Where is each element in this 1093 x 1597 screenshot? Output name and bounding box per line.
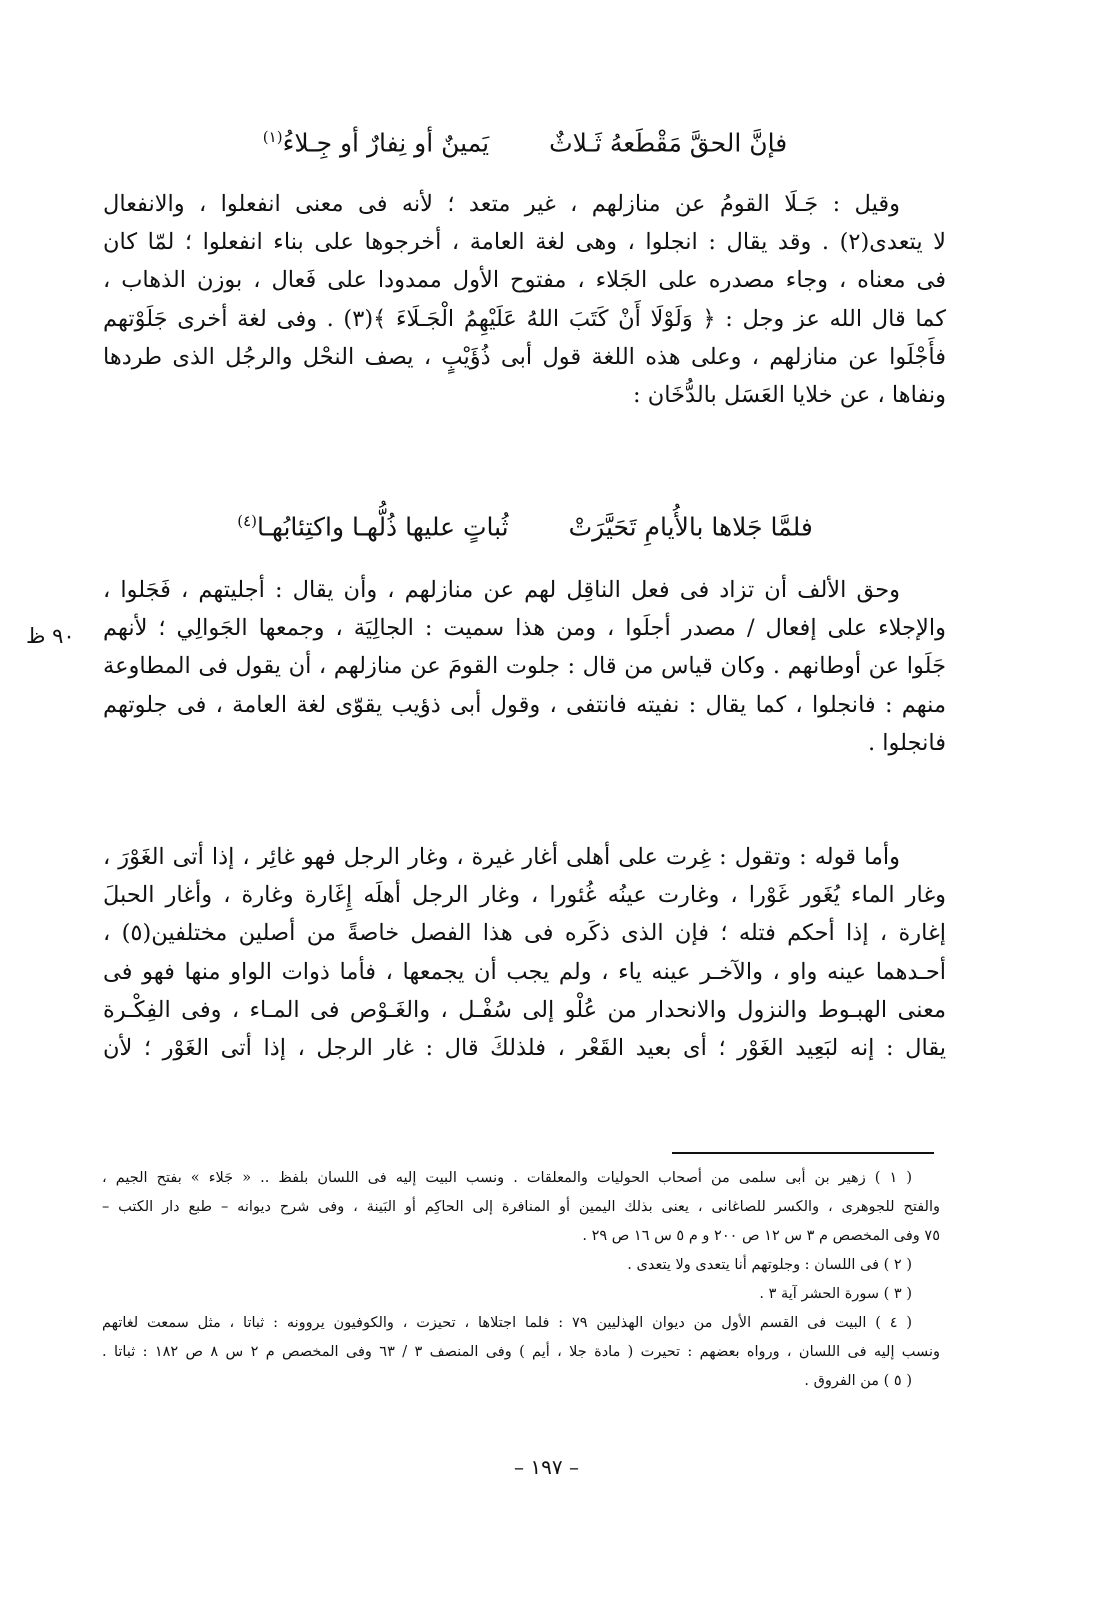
text-line: إغارة ، إذا أحكم فتله ؛ فإن الذى ذكَره فى هذا الفصل خاصةً من أصلين مختلفين(٥) ،	[103, 920, 946, 947]
text-line: وأما قوله : وتقول : غِرت على أهلى أغار غيرة ، وغار الرجل فهو غائِر ، إذا أتى الغَوْرَ ،	[103, 844, 900, 870]
text-line: والإجلاء على إفعال / مصدر أجلَوا ، ومن هذا سميت : الجالِيَة ، وجمعها الجَوالِي ؛ لأنهم	[103, 615, 946, 642]
footnote-1-line: والفتح للجوهرى ، والكسر للصاغانى ، يعنى بذلك اليمين أو المنافرة إلى الحاكِم أو البَينة ، وفى شرح ديوانه – طبع دار الكتب –	[102, 1199, 940, 1215]
footnote-ref-4: (٤)	[237, 512, 257, 530]
text-line: أحـدهما عينه واو ، والآخـر عينه ياء ، ولم يجب أن يجمعها ، فأما ذوات الواو منها فهو فى	[103, 958, 946, 985]
footnotes	[102, 1164, 940, 1396]
page-number: – ١٩٧ –	[514, 1455, 579, 1479]
verse-line-1	[100, 128, 950, 157]
footnote-3: ( ٣ ) سورة الحشر آية ٣ .	[759, 1286, 912, 1302]
paragraph-2	[103, 571, 946, 762]
text-line: يقال : إنه لبَعِيد الغَوْر ؛ أى بعيد القَعْر ، فلذلكَ قال : غار الرجل ، إذا أتى الغَوْر ؛ لأن	[103, 1035, 946, 1062]
text-line: فأَجْلَوا عن منازلهم ، وعلى هذه اللغة قول أبى ذُؤَيْبٍ ، يصف النحْل والرجُل الذى طردها	[103, 343, 946, 370]
verse-line-2	[100, 512, 950, 541]
paragraph-3	[103, 838, 946, 1067]
text-line: منهم : فانجلوا ، كما يقال : نفيته فانتفى ، وقول أبى ذؤيب يقوّى لغة العامة ، فى جلوتهم	[103, 691, 946, 718]
paragraph-1	[103, 185, 946, 414]
footnote-4-line: ونسب إليه فى اللسان ، ورواه بعضهم : تحيرت ( مادة جلا ، أيم ) وفى المنصف ٣ / ٦٣ وفى المخصص م ٢ س ٨ ص ١٨٢ : ثباتا .	[102, 1344, 941, 1360]
footnote-1-line: ٧٥ وفى المخصص م ٣ س ١٢ ص ٢٠٠ و م ٥ س ١٦ ص ٢٩ .	[582, 1228, 940, 1244]
footnote-separator	[672, 1152, 934, 1154]
footnote-ref-1: (١)	[262, 128, 283, 146]
text-line: جَلَوا عن أوطانهم . وكان قياس من قال : جلوت القومَ عن منازلهم ، أن يقول فى المطاوعة	[103, 653, 946, 680]
text-line: وحق الألف أن تزاد فى فعل الناقِل لهم عن منازلهم ، وأن يقال : أجليتهم ، فَجَلوا ،	[103, 577, 900, 603]
text-line: كما قال الله عز وجل : ﴿ وَلَوْلَا أَنْ كَتَبَ اللهُ عَلَيْهِمُ الْجَـلَاءَ ﴾(٣) . وفى لغة أخرى جَلَوْتهم	[103, 305, 946, 332]
verse-2-hemistich-2: ثُباتٍ عليها ذُلُّهـا واكتِئابُهـا	[256, 512, 509, 542]
verse-1-hemistich-1: فإنَّ الحقَّ مَقْطَعهُ ثَـلاثٌ	[549, 128, 788, 158]
text-line: ونفاها ، عن خلايا العَسَل بالدُّخَان :	[633, 382, 946, 409]
text-line: لا يتعدى(٢) . وقد يقال : انجلوا ، وهى لغة العامة ، أخرجوها على بناء انفعلوا ؛ لمّا كان	[103, 229, 946, 256]
footnote-5: ( ٥ ) من الفروق .	[804, 1373, 912, 1389]
verse-1-hemistich-2: يَمينٌ أو نِفارٌ أو جِـلاءُ	[282, 128, 490, 158]
text-line: فانجلوا .	[867, 729, 946, 756]
footnote-4-line: ( ٤ ) البيت فى القسم الأول من ديوان الهذليين ٧٩ : فلما اجتلاها ، تحيزت ، والكوفيون يروونه : ثباتا ، مثل سمعت لغاتهم	[102, 1315, 912, 1331]
text-line: وقيل : جَـلَا القومُ عن منازلهم ، غير متعد ؛ لأنه فى معنى انفعلوا ، والانفعال	[103, 191, 900, 217]
footnote-2: ( ٢ ) فى اللسان : وجلوتهم أنا يتعدى ولا يتعدى .	[627, 1257, 912, 1273]
text-line: فى معناه ، وجاء مصدره على الجَلاء ، مفتوح الأول ممدودا على فَعال ، بوزن الذهاب ،	[103, 267, 946, 294]
footnote-1-line: ( ١ ) زهير بن أبى سلمى من أصحاب الحوليات والمعلقات . ونسب البيت إليه فى اللسان بلفظ .. « جَلاء » بفتح الجيم ،	[102, 1170, 912, 1186]
manuscript-folio-marker: ٩٠ ظ	[26, 624, 75, 648]
text-line: وغار الماء يُغَور غَوْرا ، وغارت عينُه غُئورا ، وغار الرجل أهلَه إِغَارة وغارة ، وأغار الحبلَ	[103, 882, 946, 909]
verse-2-hemistich-1: فلمَّا جَلاها بالأُيامِ تَحَيَّرَتْ	[568, 512, 813, 542]
text-line: معنى الهبـوط والنزول والانحدار من عُلْو إلى سُفْـل ، والغَـوْص فى المـاء ، وفى الفِكْـرة	[103, 996, 946, 1023]
